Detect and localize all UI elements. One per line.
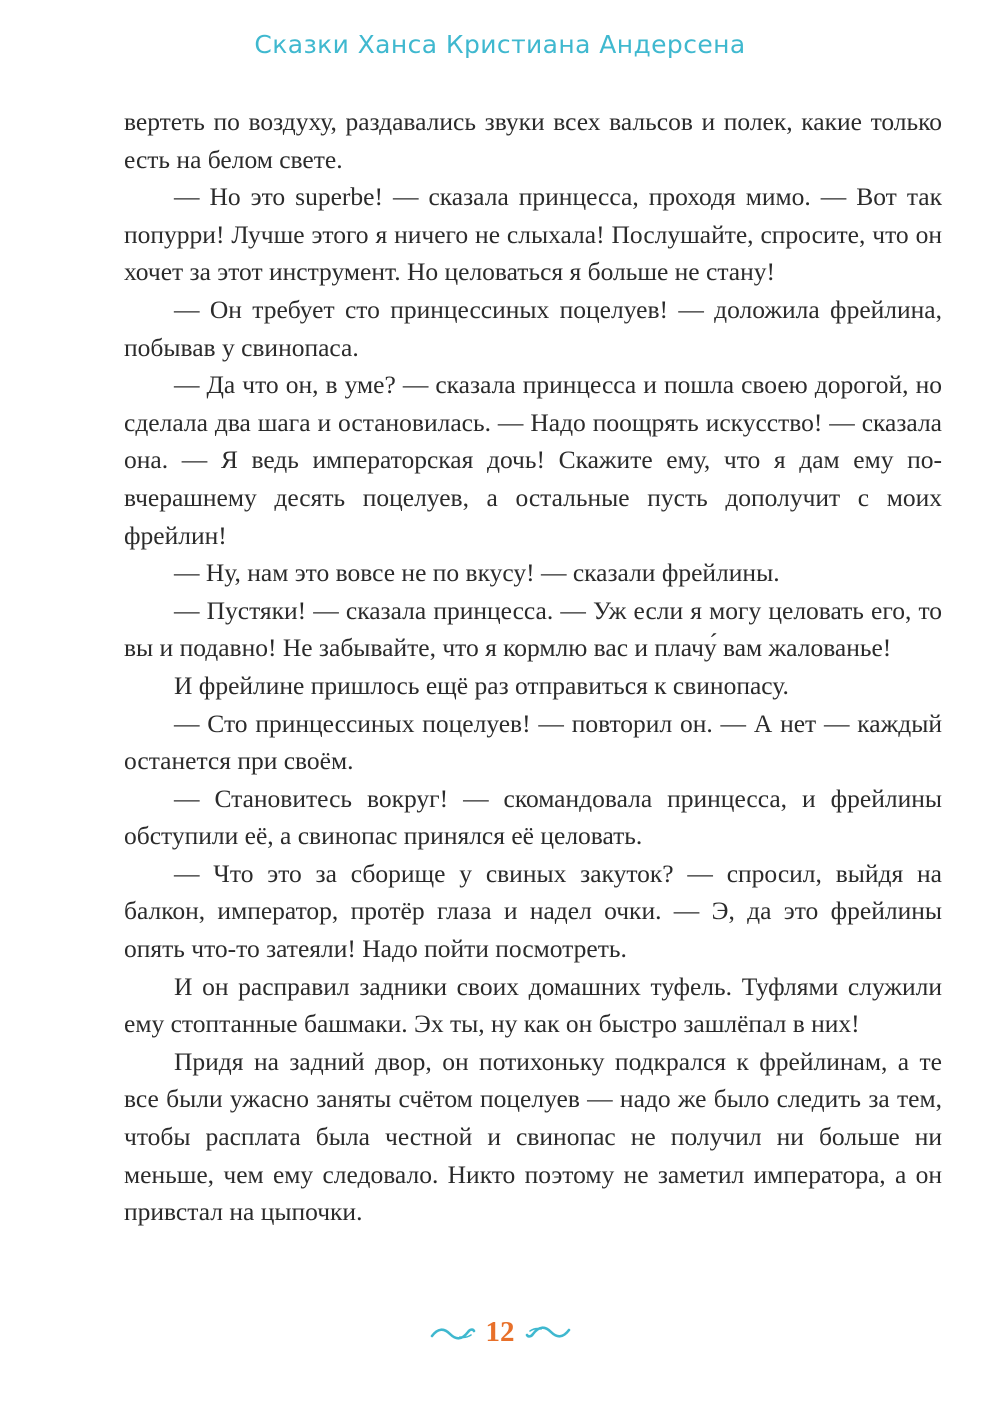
swash-ornament-right-icon: [525, 1325, 571, 1341]
paragraph: Придя на задний двор, он потихоньку подкрался к фрейлинам, а те все были ужасно заняты счётом поцелуев — надо же было следить за тем, чтобы расплата была честной и свинопас не получил ни больше ни меньше, чем ему следовало. Никто поэтому не заметил императора, а он привстал на цыпочки.: [124, 1046, 942, 1227]
paragraph: — Сто принцессиных поцелуев! — повторил он. — А нет — каждый останется при своём.: [124, 708, 942, 776]
paragraph: — Пустяки! — сказала принцесса. — Уж если я могу целовать его, то вы и подавно! Не забывайте, что я кормлю вас и плачу́ вам жалованье!: [124, 595, 942, 663]
paragraph: — Ну, нам это вовсе не по вкусу! — сказали фрейлины.: [174, 558, 780, 588]
swash-ornament-left-icon: [430, 1325, 476, 1341]
paragraph: И фрейлине пришлось ещё раз отправиться к свинопасу.: [174, 670, 789, 700]
paragraph: — Становитесь вокруг! — скомандовала принцесса, и фрейлины обступили её, а свинопас принялся её целовать.: [124, 783, 942, 851]
paragraph: вертеть по воздуху, раздавались звуки всех вальсов и полек, какие только есть на белом свете.: [124, 107, 942, 174]
page-number: 12: [485, 1316, 515, 1348]
paragraph: — Что это за сборище у свиных закуток? — спросил, выйдя на балкон, император, протёр глаза и надел очки. — Э, да это фрейлины опять что-то затеяли! Надо пойти посмотреть.: [124, 858, 942, 964]
page-footer: [0, 1316, 1000, 1349]
paragraph: И он расправил задники своих домашних туфель. Туфлями служили ему стоптанные башмаки. Эх ты, ну как он быстро зашлёпал в них!: [124, 971, 942, 1039]
running-header-title: Сказки Ханса Кристиана Андерсена: [254, 30, 746, 59]
body-text: [124, 103, 942, 1231]
paragraph: — Но это superbe! — сказала принцесса, проходя мимо. — Вот так попурри! Лучше этого я ничего не слыхала! Послушайте, спросите, что он хочет за этот инструмент. Но целоваться я больше не стану!: [124, 182, 942, 287]
paragraph: — Да что он, в уме? — сказала принцесса и пошла своею дорогой, но сделала два шага и остановилась. — Надо поощрять искусство! — сказала она. — Я ведь императорская дочь! Скажите ему, что я дам ему по-вчерашнему десять поцелуев, а остальные пусть дополучит с моих фрейлин!: [124, 370, 942, 550]
paragraph: — Он требует сто принцессиных поцелуев! — доложила фрейлина, побывав у свинопаса.: [124, 294, 942, 362]
